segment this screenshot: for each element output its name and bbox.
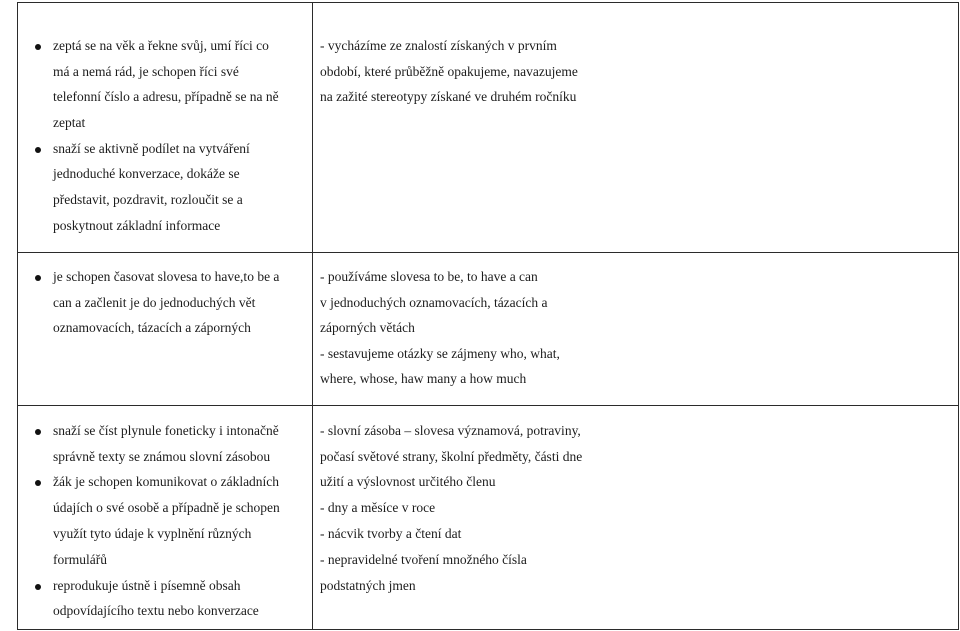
- content-line: - používáme slovesa to be, to have a can: [320, 269, 538, 284]
- outcome-line: oznamovacích, tázacích a záporných: [53, 320, 251, 335]
- bullet-icon: [35, 275, 41, 281]
- content-line: na zažité stereotypy získané ve druhém ročníku: [320, 89, 577, 104]
- row-divider-2: [17, 405, 959, 406]
- bullet-icon: [35, 147, 41, 153]
- outcome-line: je schopen časovat slovesa to have,to be a: [53, 269, 280, 284]
- outcome-line: snaží se aktivně podílet na vytváření: [53, 141, 250, 156]
- table-left-border: [17, 2, 18, 630]
- content-line: where, whose, haw many a how much: [320, 371, 527, 386]
- outcome-line: správně texty se známou slovní zásobou: [53, 449, 271, 464]
- content-line: - nácvik tvorby a čtení dat: [320, 526, 462, 541]
- bullet-icon: [35, 429, 41, 435]
- outcome-line: poskytnout základní informace: [53, 218, 221, 233]
- content-line: užití a výslovnost určitého členu: [320, 474, 496, 489]
- outcome-line: odpovídajícího textu nebo konverzace: [53, 603, 259, 618]
- table-bottom-border: [17, 629, 959, 630]
- bullet-icon: [35, 584, 41, 590]
- content-line: podstatných jmen: [320, 578, 416, 593]
- bullet-icon: [35, 44, 41, 50]
- outcome-line: snaží se číst plynule foneticky i intonačně: [53, 423, 279, 438]
- bullet-icon: [35, 480, 41, 486]
- outcome-line: formulářů: [53, 552, 107, 567]
- content-line: počasí světové strany, školní předměty, části dne: [320, 449, 583, 464]
- content-line: záporných větách: [320, 320, 415, 335]
- outcome-line: can a začlenit je do jednoduchých vět: [53, 295, 256, 310]
- outcome-line: zeptat: [53, 115, 86, 130]
- outcome-line: má a nemá rád, je schopen říci své: [53, 64, 239, 79]
- outcome-line: reprodukuje ústně i písemně obsah: [53, 578, 241, 593]
- content-line: v jednoduchých oznamovacích, tázacích a: [320, 295, 548, 310]
- outcome-line: jednoduché konverzace, dokáže se: [53, 166, 240, 181]
- column-divider: [312, 2, 313, 630]
- outcome-line: využít tyto údaje k vyplnění různých: [53, 526, 252, 541]
- content-line: - vycházíme ze znalostí získaných v prvním: [320, 38, 557, 53]
- table-top-border: [17, 2, 959, 3]
- content-line: - nepravidelné tvoření množného čísla: [320, 552, 527, 567]
- outcome-line: zeptá se na věk a řekne svůj, umí říci co: [53, 38, 269, 53]
- outcome-line: představit, pozdravit, rozloučit se a: [53, 192, 243, 207]
- row-divider-1: [17, 252, 959, 253]
- outcome-line: údajích o své osobě a případně je schopen: [53, 500, 280, 515]
- outcome-line: telefonní číslo a adresu, případně se na ně: [53, 89, 279, 104]
- content-line: období, které průběžně opakujeme, navazujeme: [320, 64, 578, 79]
- content-line: - dny a měsíce v roce: [320, 500, 436, 515]
- outcome-line: žák je schopen komunikovat o základních: [53, 474, 280, 489]
- table-right-border: [958, 2, 959, 630]
- content-line: - sestavujeme otázky se zájmeny who, what,: [320, 346, 560, 361]
- content-line: - slovní zásoba – slovesa významová, potraviny,: [320, 423, 581, 438]
